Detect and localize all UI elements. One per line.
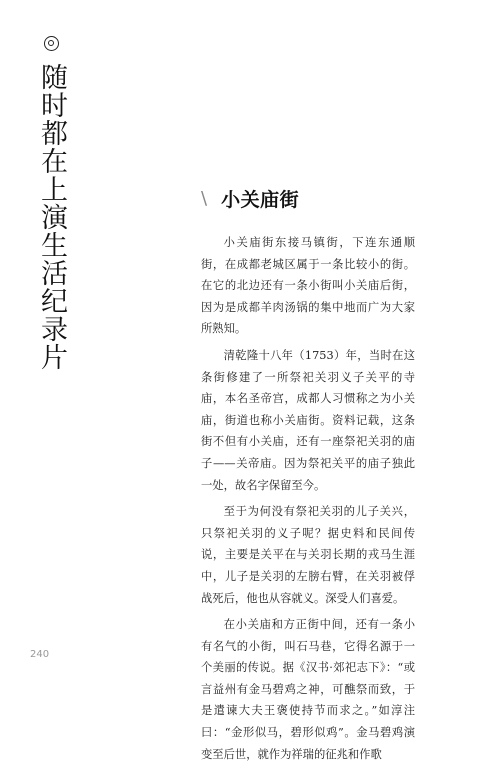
paragraph: 清乾隆十八年（1753）年，当时在这条街修建了一所祭祀关羽义子关平的寺庙，本名圣帝宫，成都人习惯称之为小关庙，街道也称小关庙街。资料记载，这条街不但有小关庙，还有一座祭祀关羽的庙子——关帝庙。因为祭祀关平的庙子独此一处，故名字保留至今。 xyxy=(201,348,415,492)
article-body xyxy=(201,232,415,770)
double-circle-icon xyxy=(44,36,59,51)
page-number: 240 xyxy=(30,649,50,660)
paragraph: 在小关庙和方正街中间，还有一条小有名气的小街，叫石马巷，它得名源于一个美丽的传说。据《汉书·郊祀志下》：“或言益州有金马碧鸡之神，可醮祭而致，于是遣谏大夫王褒使持节而求之。”如淳注曰：“金形似马，碧形似鸡”。金马碧鸡演变至后世，就作为祥瑞的征兆和作歌 xyxy=(201,618,415,761)
paragraph: 小关庙街东接马镇街，下连东通顺街，在成都老城区属于一条比较小的街。在它的北边还有一条小街叫小关庙后街，因为是成都羊肉汤锅的集中地而广为大家所熟知。 xyxy=(201,236,415,336)
vertical-title: 随时都在上演生活纪录片 xyxy=(36,63,67,371)
side-title-block xyxy=(34,36,68,371)
paragraph: 至于为何没有祭祀关羽的儿子关兴，只祭祀关羽的义子呢？据史料和民间传说，主要是关平在与关羽长期的戎马生涯中，儿子是关羽的左膀右臂，在关羽被俘战死后，他也从容就义。深受人们喜爱。 xyxy=(201,505,415,605)
section-heading xyxy=(201,185,299,212)
backslash-icon: \ xyxy=(201,188,208,209)
section-heading-text: 小关庙街 xyxy=(221,189,300,211)
